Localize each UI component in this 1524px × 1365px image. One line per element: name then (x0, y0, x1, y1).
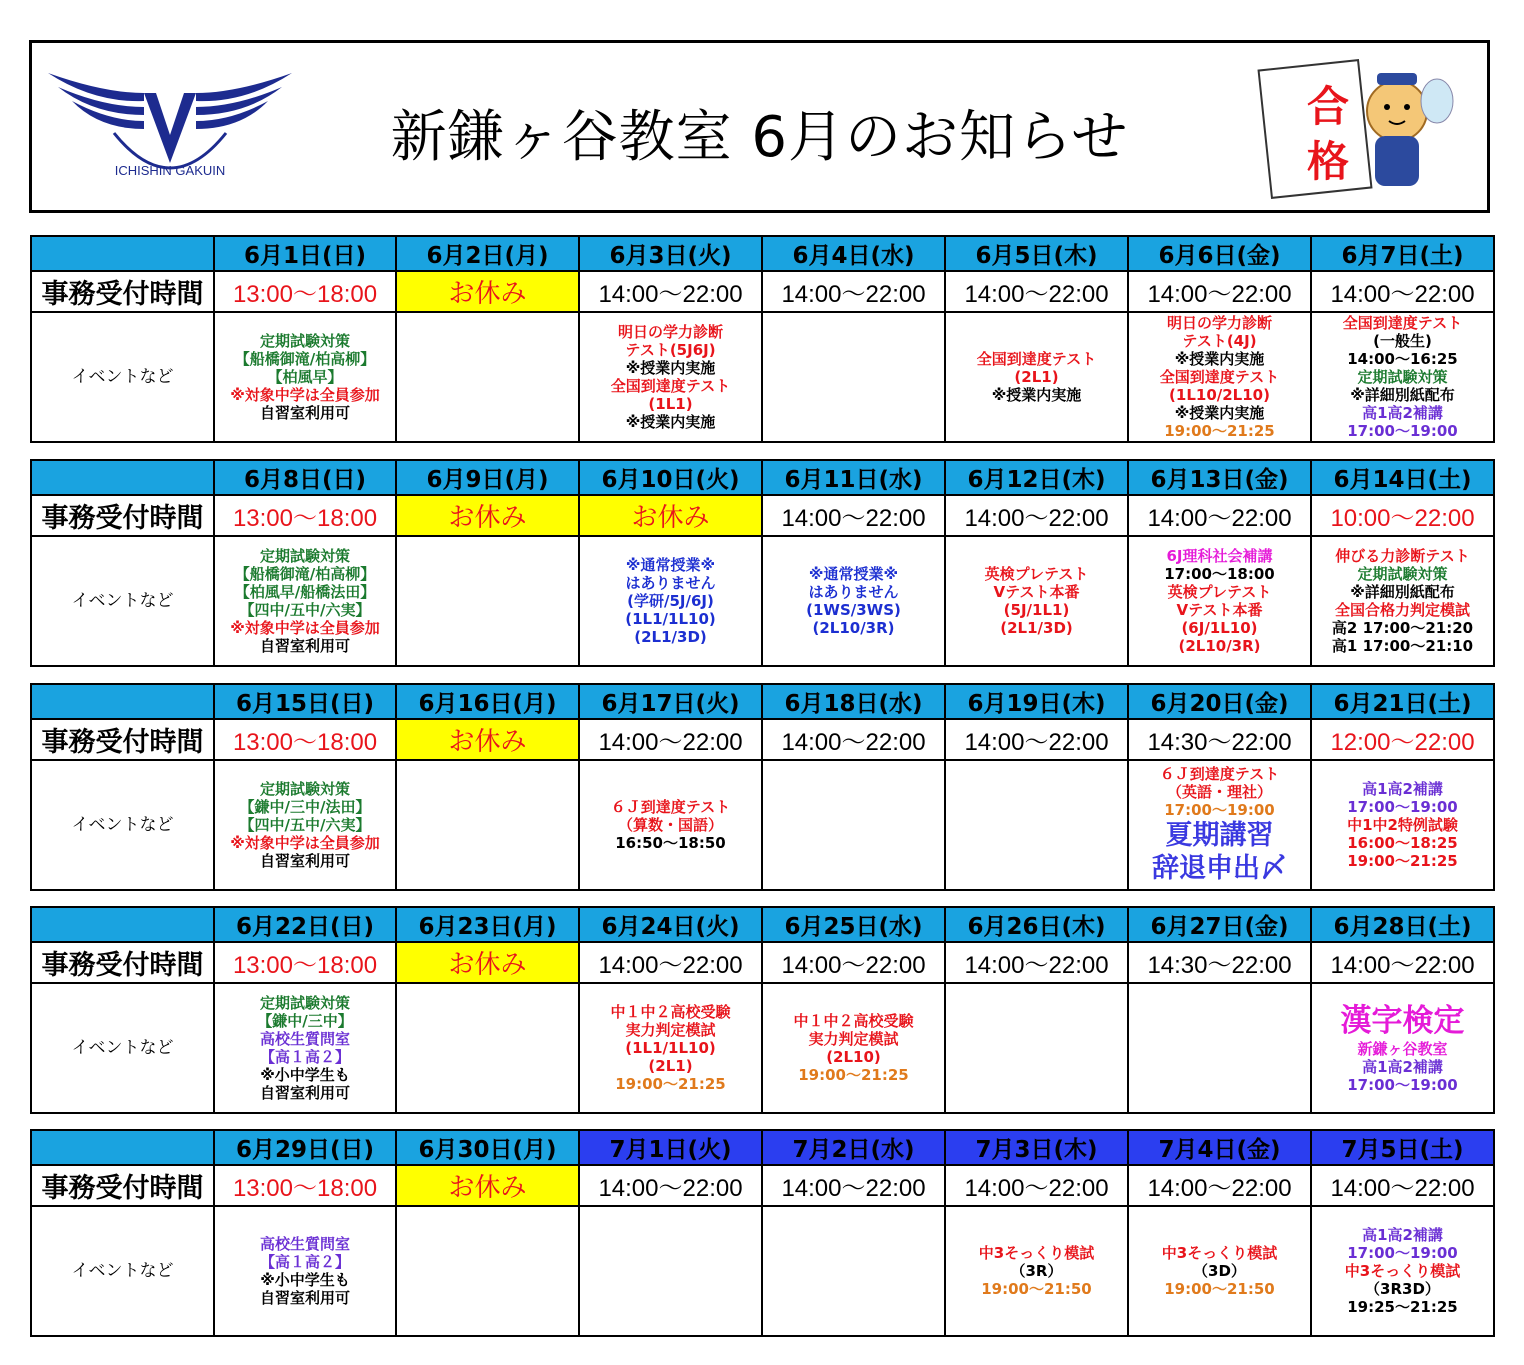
event-cell (1128, 760, 1311, 890)
event-line: 中3そっくり模試 (1161, 1244, 1278, 1262)
date-cell: 6月30日(月) (396, 1130, 579, 1165)
event-line: 16:50〜18:50 (615, 834, 726, 852)
date-cell: 6月17日(火) (579, 684, 762, 719)
event-line: 中1中2特例試験 (1347, 816, 1458, 834)
event-cell (396, 312, 579, 442)
event-line: 6J理科社会補講 (1166, 547, 1273, 565)
date-cell: 6月22日(日) (214, 907, 396, 942)
event-line: 自習室利用可 (259, 1084, 350, 1102)
event-cell (762, 983, 945, 1113)
event-cell (214, 1206, 396, 1336)
event-cell (945, 983, 1128, 1113)
date-cell: 6月10日(火) (579, 460, 762, 495)
event-line: (2L10) (826, 1048, 881, 1066)
event-line: (2L1) (1014, 368, 1059, 386)
date-cell: 7月4日(金) (1128, 1130, 1311, 1165)
date-cell: 6月1日(日) (214, 236, 396, 271)
event-line: 全国合格力判定模試 (1334, 601, 1470, 619)
office-hours-cell: 14:00〜22:00 (1128, 271, 1311, 312)
date-cell: 7月5日(土) (1311, 1130, 1494, 1165)
date-header-row (31, 460, 1494, 495)
date-cell: 7月2日(水) (762, 1130, 945, 1165)
event-line: 19:00〜21:25 (798, 1066, 909, 1084)
event-line: 17:00〜19:00 (1347, 422, 1458, 440)
office-hours-cell: 14:00〜22:00 (945, 719, 1128, 760)
events-label: イベントなど (31, 312, 214, 442)
office-hours-row (31, 1165, 1494, 1206)
event-line: 高1高2補講 (1362, 1058, 1443, 1076)
date-cell: 6月3日(火) (579, 236, 762, 271)
events-label: イベントなど (31, 983, 214, 1113)
event-cell (214, 536, 396, 666)
events-row (31, 312, 1494, 442)
week-table (30, 1129, 1495, 1337)
event-line: テスト(4J) (1182, 332, 1257, 350)
event-cell (762, 760, 945, 890)
event-line: 19:25〜21:25 (1347, 1298, 1458, 1316)
closed-day-cell: お休み (396, 719, 579, 760)
office-hours-cell: 10:00〜22:00 (1311, 495, 1494, 536)
office-hours-cell: 14:00〜22:00 (1311, 942, 1494, 983)
event-line: ６Ｊ到達度テスト (610, 798, 731, 816)
event-cell (579, 760, 762, 890)
date-cell: 6月29日(日) (214, 1130, 396, 1165)
event-cell (579, 536, 762, 666)
week-table (30, 683, 1495, 891)
event-line: 14:00〜16:25 (1347, 350, 1458, 368)
date-header-corner (31, 236, 214, 271)
closed-day-cell: お休み (396, 942, 579, 983)
event-line: 自習室利用可 (259, 1289, 350, 1307)
event-line: (2L1/3D) (634, 628, 707, 646)
event-line: 高2 17:00〜21:20 (1331, 619, 1474, 637)
office-hours-cell: 14:00〜22:00 (1128, 1165, 1311, 1206)
event-cell (945, 1206, 1128, 1336)
event-cell (214, 983, 396, 1113)
event-line: (1L10/2L10) (1169, 386, 1270, 404)
date-header-corner (31, 1130, 214, 1165)
event-line: 漢字検定 (1340, 1003, 1465, 1039)
date-cell: 6月5日(木) (945, 236, 1128, 271)
office-hours-cell: 13:00〜18:00 (214, 271, 396, 312)
event-line: 17:00〜19:00 (1347, 1244, 1458, 1262)
logo-text: ICHISHIN GAKUIN (114, 163, 226, 178)
date-cell: 6月13日(金) (1128, 460, 1311, 495)
event-cell (1128, 983, 1311, 1113)
event-line: 自習室利用可 (259, 404, 350, 422)
date-cell: 6月27日(金) (1128, 907, 1311, 942)
date-cell: 6月14日(土) (1311, 460, 1494, 495)
event-line: 定期試験対策 (259, 547, 350, 565)
event-cell (1311, 536, 1494, 666)
date-cell: 6月11日(水) (762, 460, 945, 495)
event-line: 【鎌中/三中/法田】 (239, 798, 371, 816)
event-line: 全国到達度テスト (1159, 368, 1280, 386)
office-hours-cell: 13:00〜18:00 (214, 719, 396, 760)
office-hours-cell: 13:00〜18:00 (214, 1165, 396, 1206)
office-hours-cell: 14:00〜22:00 (945, 271, 1128, 312)
event-line: 【船橋御滝/柏高柳】 (234, 350, 376, 368)
event-line: 【鎌中/三中】 (257, 1012, 353, 1030)
event-cell (579, 312, 762, 442)
office-hours-label: 事務受付時間 (31, 719, 214, 760)
date-cell: 6月6日(金) (1128, 236, 1311, 271)
event-line: 中１中２高校受験 (610, 1003, 731, 1021)
office-hours-label: 事務受付時間 (31, 271, 214, 312)
event-line: (2L1) (648, 1057, 693, 1075)
date-header-corner (31, 907, 214, 942)
office-hours-cell: 13:00〜18:00 (214, 495, 396, 536)
event-line: 19:00〜21:25 (1347, 852, 1458, 870)
event-line: 全国到達度テスト (610, 377, 731, 395)
date-cell: 6月21日(土) (1311, 684, 1494, 719)
event-line: 高1高2補講 (1362, 1226, 1443, 1244)
office-hours-cell: 12:00〜22:00 (1311, 719, 1494, 760)
office-hours-cell: 14:30〜22:00 (1128, 942, 1311, 983)
events-row (31, 760, 1494, 890)
event-cell (579, 983, 762, 1113)
event-line: ※対象中学は全員参加 (230, 834, 380, 852)
office-hours-cell: 13:00〜18:00 (214, 942, 396, 983)
event-line: ※授業内実施 (625, 413, 716, 431)
event-line: 英検プレテスト (1167, 583, 1272, 601)
event-line: 17:00〜18:00 (1164, 565, 1275, 583)
event-line: ６Ｊ到達度テスト (1159, 765, 1280, 783)
office-hours-cell: 14:00〜22:00 (579, 271, 762, 312)
event-cell (945, 312, 1128, 442)
date-cell: 7月3日(木) (945, 1130, 1128, 1165)
events-label: イベントなど (31, 536, 214, 666)
event-line: （算数・国語） (617, 816, 723, 834)
date-cell: 6月4日(水) (762, 236, 945, 271)
event-line: 辞退申出〆 (1152, 853, 1287, 884)
event-line: （3R3D） (1365, 1280, 1440, 1298)
office-hours-row (31, 271, 1494, 312)
event-line: 19:00〜21:50 (981, 1280, 1092, 1298)
date-cell: 6月25日(水) (762, 907, 945, 942)
date-header-row (31, 907, 1494, 942)
date-header-corner (31, 460, 214, 495)
event-line: 19:00〜21:25 (1164, 422, 1275, 440)
events-row (31, 536, 1494, 666)
event-cell (1311, 760, 1494, 890)
svg-text:格: 格 (1307, 137, 1350, 186)
event-line: 高校生質問室 (259, 1235, 350, 1253)
date-cell: 6月16日(月) (396, 684, 579, 719)
event-line: 明日の学力診断 (1166, 314, 1272, 332)
event-line: Vテスト本番 (993, 583, 1080, 601)
event-line: (1L1/1L10) (625, 1039, 716, 1057)
event-line: 【柏風早/船橋法田】 (234, 583, 376, 601)
event-line: （3R） (1010, 1262, 1063, 1280)
date-header-row (31, 684, 1494, 719)
event-line: 中3そっくり模試 (1344, 1262, 1461, 1280)
week-table (30, 906, 1495, 1114)
date-cell: 6月18日(水) (762, 684, 945, 719)
event-line: ※授業内実施 (1174, 404, 1265, 422)
date-cell: 6月7日(土) (1311, 236, 1494, 271)
office-hours-row (31, 719, 1494, 760)
event-line: 19:00〜21:50 (1164, 1280, 1275, 1298)
event-line: 【四中/五中/六実】 (239, 816, 371, 834)
week-table (30, 235, 1495, 443)
event-line: 【四中/五中/六実】 (239, 601, 371, 619)
date-cell: 6月23日(月) (396, 907, 579, 942)
office-hours-cell: 14:00〜22:00 (762, 1165, 945, 1206)
event-cell (1311, 983, 1494, 1113)
event-line: 明日の学力診断 (617, 323, 723, 341)
office-hours-row (31, 942, 1494, 983)
event-cell (1311, 312, 1494, 442)
office-hours-cell: 14:00〜22:00 (762, 495, 945, 536)
date-cell: 6月28日(土) (1311, 907, 1494, 942)
event-line: 定期試験対策 (1357, 565, 1448, 583)
pass-mascot-icon (1257, 51, 1457, 201)
event-cell (396, 536, 579, 666)
event-line: ※詳細別紙配布 (1350, 583, 1455, 601)
office-hours-label: 事務受付時間 (31, 495, 214, 536)
office-hours-cell: 14:00〜22:00 (945, 1165, 1128, 1206)
event-line: 夏期講習 (1165, 820, 1274, 851)
date-cell: 6月26日(木) (945, 907, 1128, 942)
closed-day-cell: お休み (579, 495, 762, 536)
event-cell (214, 312, 396, 442)
event-line: 【柏風早】 (267, 368, 343, 386)
event-line: 定期試験対策 (1357, 368, 1448, 386)
event-line: 中１中２高校受験 (793, 1012, 914, 1030)
date-cell: 6月20日(金) (1128, 684, 1311, 719)
event-cell (396, 983, 579, 1113)
event-line: ※小中学生も (260, 1271, 350, 1289)
event-line: 自習室利用可 (259, 852, 350, 870)
office-hours-cell: 14:00〜22:00 (579, 942, 762, 983)
date-cell: 6月19日(木) (945, 684, 1128, 719)
event-line: はありません (625, 574, 716, 592)
event-line: (1L1) (648, 395, 693, 413)
event-line: 定期試験対策 (259, 994, 350, 1012)
office-hours-cell: 14:00〜22:00 (762, 271, 945, 312)
event-line: (2L10/3R) (812, 619, 895, 637)
event-cell (214, 760, 396, 890)
office-hours-cell: 14:00〜22:00 (579, 719, 762, 760)
office-hours-cell: 14:00〜22:00 (1311, 271, 1494, 312)
svg-text:合: 合 (1307, 82, 1350, 131)
event-cell (396, 760, 579, 890)
event-line: 実力判定模試 (625, 1021, 716, 1039)
event-line: (1L1/1L10) (625, 610, 716, 628)
event-cell (396, 1206, 579, 1336)
date-cell: 6月24日(火) (579, 907, 762, 942)
event-line: 高1 17:00〜21:10 (1331, 637, 1474, 655)
event-line: 17:00〜19:00 (1347, 1076, 1458, 1094)
event-line: ※授業内実施 (1174, 350, 1265, 368)
event-line: 英検プレテスト (984, 565, 1089, 583)
office-hours-cell: 14:00〜22:00 (579, 1165, 762, 1206)
page-title: 新鎌ヶ谷教室 6月のお知らせ (390, 105, 1129, 170)
event-line: 伸びる力診断テスト (1335, 547, 1470, 565)
event-line: ※小中学生も (260, 1066, 350, 1084)
event-line: 16:00〜18:25 (1347, 834, 1458, 852)
event-line: （3D） (1193, 1262, 1246, 1280)
event-line: 【高１高２】 (259, 1253, 350, 1271)
event-cell (945, 536, 1128, 666)
event-line: 高1高2補講 (1362, 780, 1443, 798)
event-cell (1128, 1206, 1311, 1336)
closed-day-cell: お休み (396, 1165, 579, 1206)
office-hours-label: 事務受付時間 (31, 942, 214, 983)
event-line: ※通常授業※ (808, 565, 899, 583)
event-cell (762, 1206, 945, 1336)
week-table (30, 459, 1495, 667)
event-line: ※通常授業※ (625, 556, 716, 574)
office-hours-cell: 14:00〜22:00 (762, 942, 945, 983)
event-line: 高校生質問室 (259, 1030, 350, 1048)
event-line: ※対象中学は全員参加 (230, 619, 380, 637)
event-line: 新鎌ヶ谷教室 (1357, 1040, 1448, 1058)
event-line: 全国到達度テスト (976, 350, 1097, 368)
event-line: ※授業内実施 (991, 386, 1082, 404)
event-line: 高1高2補講 (1362, 404, 1443, 422)
date-cell: 6月8日(日) (214, 460, 396, 495)
events-label: イベントなど (31, 1206, 214, 1336)
closed-day-cell: お休み (396, 495, 579, 536)
date-header-row (31, 236, 1494, 271)
office-hours-cell: 14:00〜22:00 (1311, 1165, 1494, 1206)
date-cell: 6月2日(月) (396, 236, 579, 271)
event-line: 自習室利用可 (259, 637, 350, 655)
event-line: (5J/1L1) (1003, 601, 1070, 619)
event-line: はありません (808, 583, 899, 601)
event-line: ※詳細別紙配布 (1350, 386, 1455, 404)
event-cell (579, 1206, 762, 1336)
event-line: (2L10/3R) (1178, 637, 1261, 655)
event-line: テスト(5J6J) (625, 341, 716, 359)
event-cell (1128, 312, 1311, 442)
event-cell (762, 312, 945, 442)
event-line: (一般生) (1373, 332, 1432, 350)
event-cell (945, 760, 1128, 890)
event-line: 定期試験対策 (259, 780, 350, 798)
office-hours-row (31, 495, 1494, 536)
office-hours-cell: 14:00〜22:00 (945, 495, 1128, 536)
events-row (31, 983, 1494, 1113)
date-cell: 6月9日(月) (396, 460, 579, 495)
date-cell: 7月1日(火) (579, 1130, 762, 1165)
event-cell (1311, 1206, 1494, 1336)
event-cell (762, 536, 945, 666)
office-hours-label: 事務受付時間 (31, 1165, 214, 1206)
date-cell: 6月15日(日) (214, 684, 396, 719)
closed-day-cell: お休み (396, 271, 579, 312)
event-line: (1WS/3WS) (806, 601, 901, 619)
event-cell (1128, 536, 1311, 666)
event-line: ※授業内実施 (625, 359, 716, 377)
office-hours-cell: 14:30〜22:00 (1128, 719, 1311, 760)
date-header-row (31, 1130, 1494, 1165)
event-line: 定期試験対策 (259, 332, 350, 350)
event-line: 実力判定模試 (808, 1030, 899, 1048)
event-line: ※対象中学は全員参加 (230, 386, 380, 404)
events-row (31, 1206, 1494, 1336)
office-hours-cell: 14:00〜22:00 (762, 719, 945, 760)
office-hours-cell: 14:00〜22:00 (945, 942, 1128, 983)
event-line: (学研/5J/6J) (627, 592, 714, 610)
header-banner (29, 40, 1490, 213)
event-line: （英語・理社） (1166, 783, 1272, 801)
event-line: 中3そっくり模試 (978, 1244, 1095, 1262)
event-line: 【船橋御滝/柏高柳】 (234, 565, 376, 583)
date-header-corner (31, 684, 214, 719)
event-line: 17:00〜19:00 (1164, 801, 1275, 819)
event-line: 17:00〜19:00 (1347, 798, 1458, 816)
office-hours-cell: 14:00〜22:00 (1128, 495, 1311, 536)
date-cell: 6月12日(木) (945, 460, 1128, 495)
event-line: 全国到達度テスト (1342, 314, 1463, 332)
event-line: Vテスト本番 (1176, 601, 1263, 619)
event-line: 【高１高２】 (259, 1048, 350, 1066)
event-line: 19:00〜21:25 (615, 1075, 726, 1093)
event-line: (2L1/3D) (1000, 619, 1073, 637)
events-label: イベントなど (31, 760, 214, 890)
event-line: (6J/1L10) (1181, 619, 1258, 637)
